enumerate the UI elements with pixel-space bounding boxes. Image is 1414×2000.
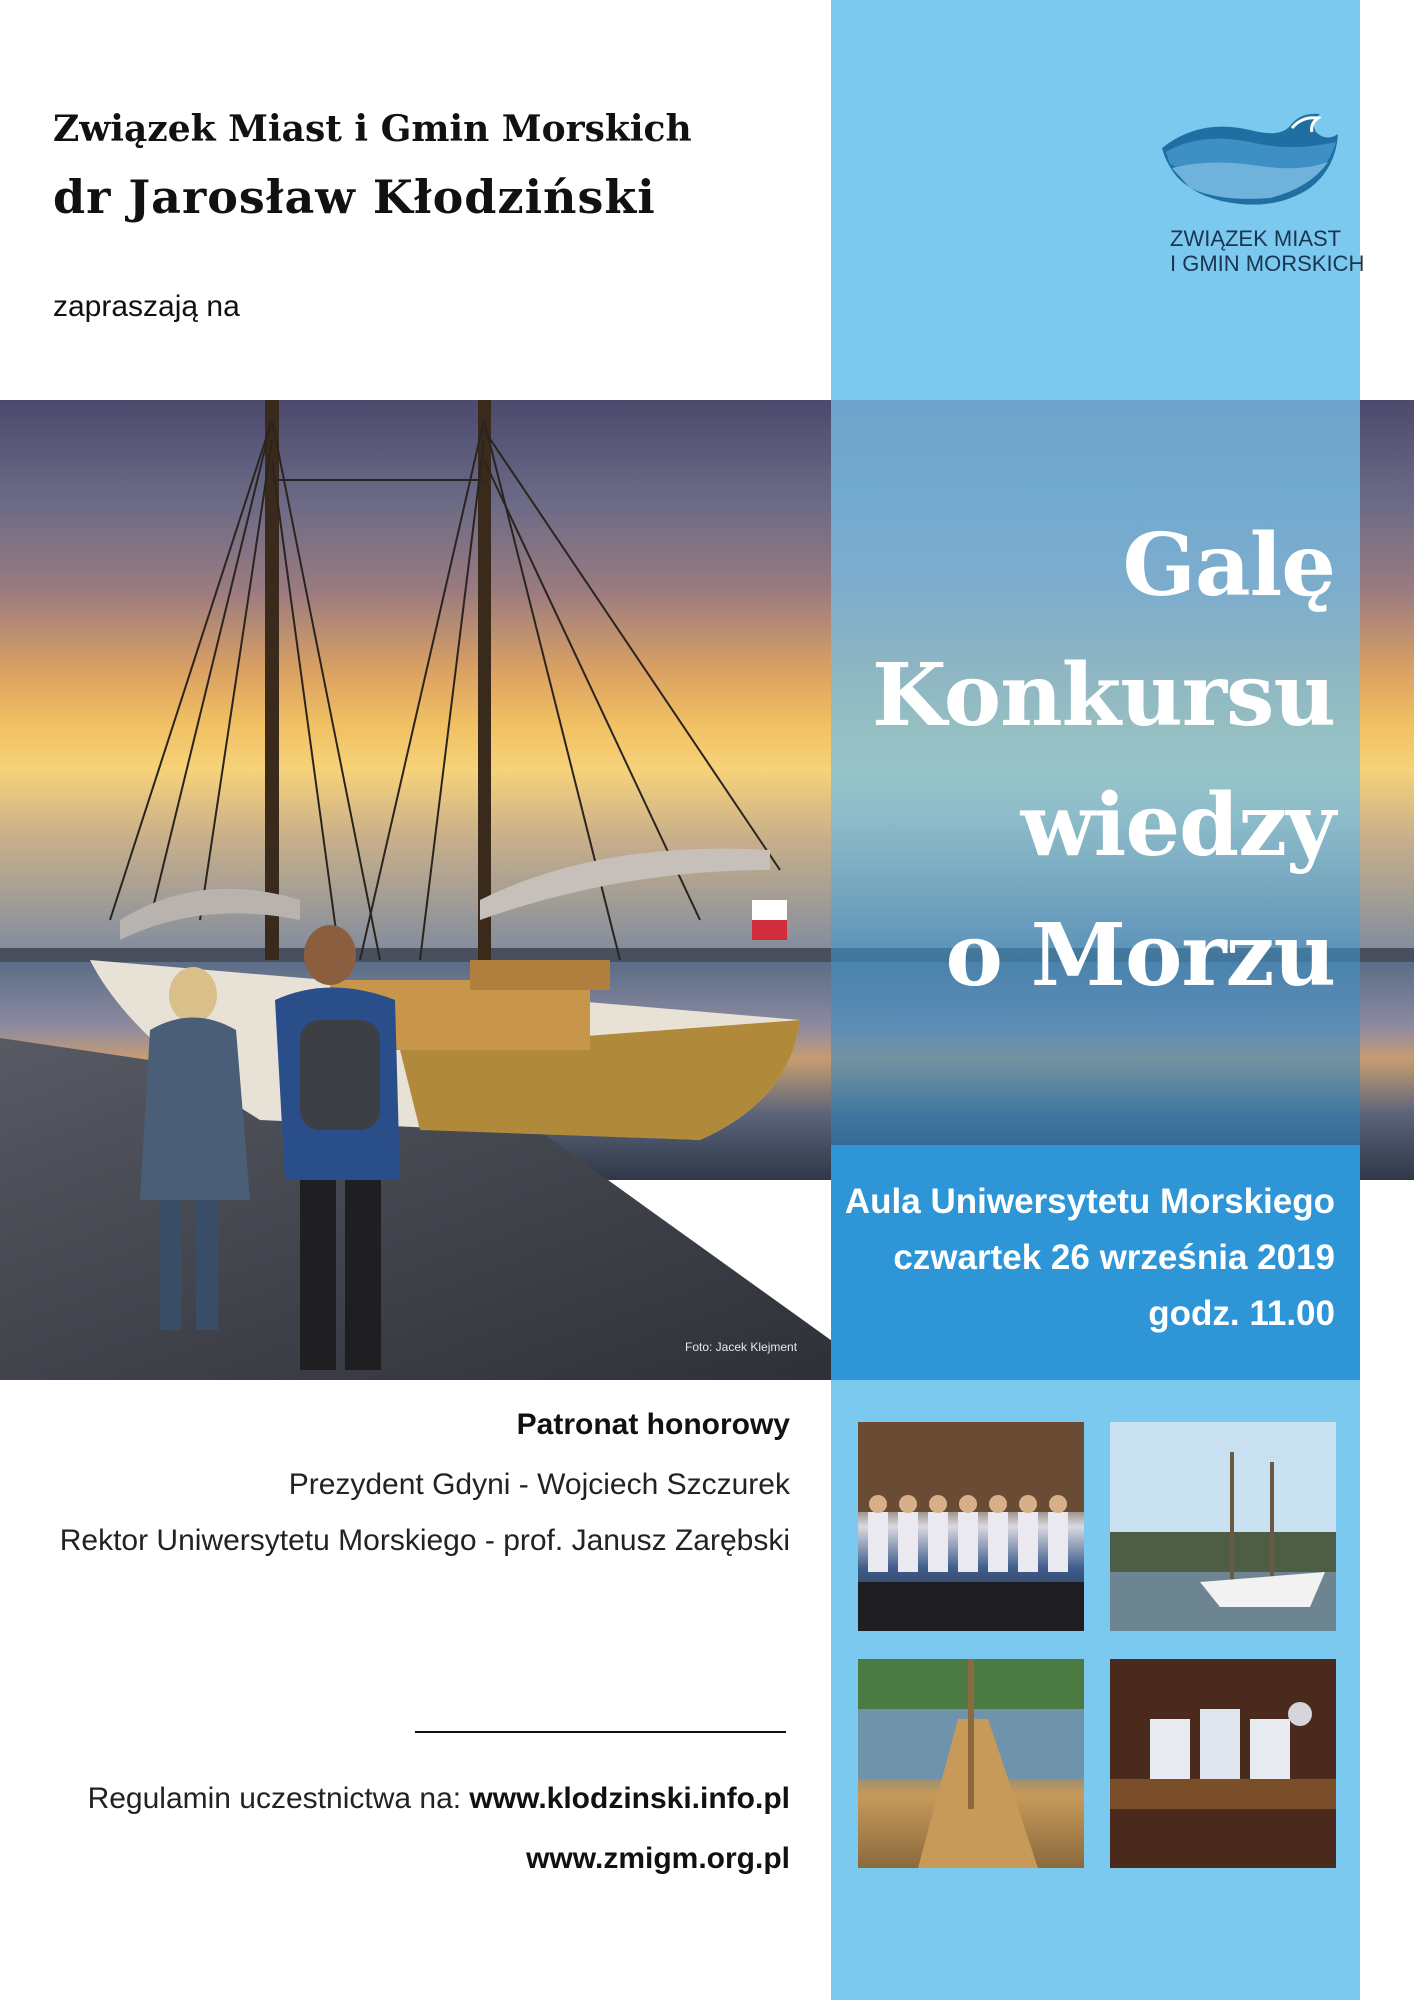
patronage-title: Patronat honorowy (516, 1408, 790, 1441)
ship-and-people-illustration (0, 400, 860, 1380)
logo-text (1170, 226, 1365, 276)
rules-line (88, 1782, 790, 1816)
wave-logo-icon (1160, 108, 1340, 208)
person-name: dr Jarosław Kłodziński (53, 170, 656, 224)
organization-name: Związek Miast i Gmin Morskich (53, 108, 692, 150)
title-line-3: wiedzy (1020, 775, 1335, 876)
title-panel (831, 400, 1360, 1145)
title-line-4: o Morzu (945, 905, 1335, 1006)
thumbnail-deck (858, 1659, 1084, 1868)
title-line-2: Konkursu (871, 645, 1335, 746)
thumbnail-sailboat (1110, 1422, 1336, 1631)
patronage-line-1: Prezydent Gdyni - Wojciech Szczurek (288, 1468, 790, 1501)
invite-text: zapraszają na (53, 290, 240, 323)
logo-text-line2: I GMIN MORSKICH (1170, 251, 1365, 276)
event-date: czwartek 26 września 2019 (893, 1238, 1335, 1277)
event-venue: Aula Uniwersytetu Morskiego (844, 1182, 1335, 1221)
title-line-1: Galę (1122, 515, 1335, 616)
patronage-line-2: Rektor Uniwersytetu Morskiego - prof. Janusz Zarębski (59, 1524, 790, 1557)
rules-label: Regulamin uczestnictwa na: (87, 1782, 470, 1815)
thumbnail-prizes (1110, 1659, 1336, 1868)
logo-text-line1: ZWIĄZEK MIAST (1170, 226, 1342, 251)
thumbnail-group-photo (858, 1422, 1084, 1631)
rules-url-1[interactable]: www.klodzinski.info.pl (469, 1782, 790, 1815)
photo-credit: Foto: Jacek Klejment (685, 1340, 798, 1354)
divider (415, 1731, 786, 1733)
event-time: godz. 11.00 (1148, 1294, 1335, 1333)
rules-url-2[interactable]: www.zmigm.org.pl (526, 1842, 790, 1875)
